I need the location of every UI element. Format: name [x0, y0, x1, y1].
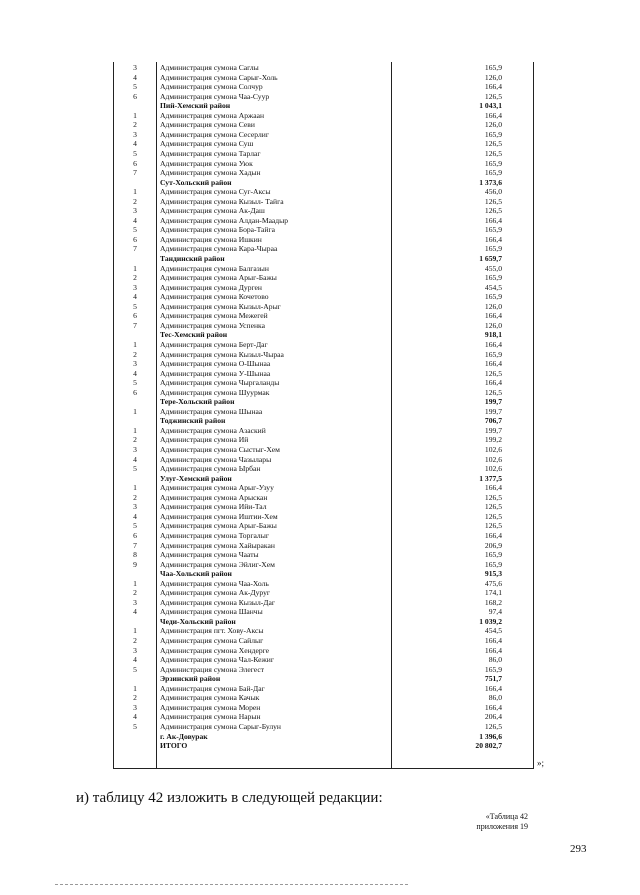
row-name: Администрация сумона Ишкин: [160, 234, 262, 244]
table-row: [114, 130, 533, 139]
row-value: 126,5: [484, 368, 502, 378]
row-name: Администрация сумона Уюк: [160, 158, 253, 168]
row-value: 1 377,5: [479, 473, 502, 483]
row-number: 4: [133, 655, 137, 665]
table-group-row: [114, 254, 533, 263]
row-name: Администрация сумона Чал-Кежиг: [160, 655, 274, 665]
row-value: 166,4: [484, 234, 502, 244]
table-row: [114, 264, 533, 273]
table-group-row: [114, 397, 533, 406]
row-name: Сут-Хольский район: [160, 177, 232, 187]
table-row: [114, 244, 533, 253]
row-name: Администрация сумона Чаа-Суур: [160, 91, 270, 101]
row-number: 5: [133, 521, 137, 531]
table-row: [114, 407, 533, 416]
row-number: 3: [133, 445, 137, 454]
table-group-row: [114, 101, 533, 110]
row-number: 5: [133, 664, 137, 674]
row-number: 3: [133, 359, 137, 369]
table-row: [114, 426, 533, 435]
row-value: 86,0: [488, 693, 502, 703]
row-value: 126,5: [484, 196, 502, 206]
row-number: 3: [133, 502, 137, 512]
row-name: Администрация сумона Саглы: [160, 63, 259, 72]
row-name: Администрация сумона Азаский: [160, 425, 266, 435]
row-value: 166,4: [484, 483, 502, 493]
row-name: Администрация сумона Эйлиг-Хем: [160, 559, 275, 569]
row-name: Администрация сумона Качык: [160, 693, 260, 703]
row-value: 165,9: [484, 273, 502, 283]
row-value: 165,9: [484, 559, 502, 569]
table-row: [114, 225, 533, 234]
row-name: Администрация сумона Суг-Аксы: [160, 187, 271, 197]
table-row: [114, 187, 533, 196]
row-value: 126,0: [484, 320, 502, 330]
table-row: [114, 531, 533, 540]
row-name: Администрация сумона Хайыракан: [160, 540, 275, 550]
row-number: 4: [133, 712, 137, 722]
table-group-row: [114, 569, 533, 578]
row-number: 1: [133, 187, 137, 197]
row-number: 1: [133, 339, 137, 349]
row-value: 174,1: [484, 588, 502, 598]
row-value: 165,9: [484, 349, 502, 359]
row-name: Администрация сумона Бай-Даг: [160, 683, 265, 693]
row-value: 126,5: [484, 521, 502, 531]
row-name: Тере-Хольский район: [160, 397, 235, 407]
table-row: [114, 120, 533, 129]
row-number: 5: [133, 464, 137, 474]
row-name: Администрация сумона Дурген: [160, 282, 262, 292]
table-row: [114, 369, 533, 378]
row-number: 7: [133, 540, 137, 550]
table-group-row: [114, 617, 533, 626]
row-number: 1: [133, 483, 137, 493]
row-number: 4: [133, 454, 137, 464]
row-value: 206,9: [484, 540, 502, 550]
row-number: 4: [133, 511, 137, 521]
row-number: 5: [133, 721, 137, 731]
row-number: 2: [133, 196, 137, 206]
table-row: [114, 560, 533, 569]
instruction-text: и) таблицу 42 изложить в следующей редакции:: [76, 790, 383, 806]
row-name: Администрация сумона Нарын: [160, 712, 261, 722]
row-number: 5: [133, 148, 137, 158]
row-number: 2: [133, 273, 137, 283]
row-value: 126,0: [484, 120, 502, 130]
table-group-row: [114, 474, 533, 483]
row-value: 475,6: [484, 578, 502, 588]
row-name: Тоджинский район: [160, 416, 226, 426]
row-name: Тес-Хемский район: [160, 330, 228, 340]
row-value: 86,0: [488, 655, 502, 665]
row-name: Администрация сумона Хадын: [160, 168, 261, 178]
table-row: [114, 388, 533, 397]
footer-line: [55, 884, 408, 885]
row-value: 168,2: [484, 597, 502, 607]
row-name: Администрация сумона Сарыг-Булун: [160, 721, 281, 731]
row-number: 7: [133, 320, 137, 330]
row-name: Эрзинский район: [160, 674, 221, 684]
table-row: [114, 655, 533, 664]
row-value: 1 373,6: [479, 177, 502, 187]
row-value: 199,7: [484, 425, 502, 435]
row-number: 2: [133, 435, 137, 445]
row-name: Администрация сумона Кызыл-Арыг: [160, 301, 281, 311]
row-number: 3: [133, 206, 137, 216]
row-name: Администрация сумона Элегест: [160, 664, 265, 674]
row-number: 1: [133, 263, 137, 273]
row-value: 166,4: [484, 339, 502, 349]
row-number: 2: [133, 636, 137, 645]
row-number: 5: [133, 82, 137, 92]
table-caption-title: «Таблица 42: [485, 812, 528, 821]
table-row: [114, 464, 533, 473]
row-value: 1 039,2: [479, 616, 502, 626]
row-value: 166,4: [484, 110, 502, 120]
row-name: Администрация сумона Алдан-Маадыр: [160, 215, 289, 225]
row-number: 4: [133, 139, 137, 149]
row-value: 126,5: [484, 721, 502, 731]
row-name: Администрация сумона Ак-Дуруг: [160, 588, 271, 598]
row-name: Администрация сумона Берт-Даг: [160, 339, 268, 349]
table-row: [114, 378, 533, 387]
row-number: 9: [133, 559, 137, 569]
row-value: 166,4: [484, 82, 502, 92]
row-name: Администрация сумона Шынаа: [160, 406, 263, 416]
table-row: [114, 283, 533, 292]
row-number: 1: [133, 406, 137, 416]
row-name: Администрация сумона Чыргаланды: [160, 378, 280, 388]
allocation-table: [113, 62, 534, 769]
row-name: Администрация сумона О-Шынаа: [160, 359, 271, 369]
table-row: [114, 168, 533, 177]
row-name: Администрация сумона Успенка: [160, 320, 265, 330]
row-value: 165,9: [484, 244, 502, 254]
page-number: 293: [570, 843, 587, 855]
row-value: 102,6: [484, 454, 502, 464]
table-row: [114, 588, 533, 597]
row-name: Администрация сумона Тарлаг: [160, 148, 261, 158]
table-row: [114, 521, 533, 530]
table-row: [114, 684, 533, 693]
row-value: 126,5: [484, 148, 502, 158]
row-number: 1: [133, 425, 137, 435]
row-value: 166,4: [484, 645, 502, 655]
row-number: 1: [133, 578, 137, 588]
row-number: 8: [133, 550, 137, 560]
row-value: 102,6: [484, 445, 502, 454]
table-group-row: [114, 741, 533, 750]
row-number: 3: [133, 597, 137, 607]
row-name: Администрация сумона Севи: [160, 120, 255, 130]
table-row: [114, 149, 533, 158]
row-number: 3: [133, 702, 137, 712]
table-caption-appendix: приложения 19: [476, 822, 528, 831]
row-name: Администрация сумона Солчур: [160, 82, 263, 92]
row-number: 4: [133, 607, 137, 617]
row-value: 1 043,1: [479, 101, 502, 111]
table-row: [114, 311, 533, 320]
row-name: г. Ак-Довурак: [160, 731, 208, 741]
row-name: Администрация сумона Морен: [160, 702, 261, 712]
table-row: [114, 273, 533, 282]
row-value: 706,7: [484, 416, 502, 426]
table-row: [114, 111, 533, 120]
row-value: 918,1: [484, 330, 502, 340]
table-group-row: [114, 178, 533, 187]
row-value: 126,5: [484, 139, 502, 149]
row-name: Тандинский район: [160, 254, 225, 263]
row-number: 6: [133, 91, 137, 101]
row-value: 20 802,7: [475, 741, 502, 751]
table-row: [114, 197, 533, 206]
table-row: [114, 350, 533, 359]
row-name: Администрация сумона Ий: [160, 435, 249, 445]
row-name: Администрация сумона Чааты: [160, 550, 259, 560]
row-value: 126,5: [484, 206, 502, 216]
row-name: Администрация сумона Чаа-Холь: [160, 578, 269, 588]
row-number: 5: [133, 378, 137, 388]
row-value: 166,4: [484, 359, 502, 369]
row-number: 2: [133, 693, 137, 703]
row-value: 165,9: [484, 550, 502, 560]
row-name: Администрация сумона Кара-Чыраа: [160, 244, 278, 254]
row-value: 165,9: [484, 63, 502, 72]
table-row: [114, 607, 533, 616]
table-row: [114, 445, 533, 454]
row-value: 165,9: [484, 168, 502, 178]
table-group-row: [114, 330, 533, 339]
row-value: 455,0: [484, 263, 502, 273]
table-group-row: [114, 674, 533, 683]
row-value: 166,4: [484, 530, 502, 540]
row-value: 102,6: [484, 464, 502, 474]
row-name: Администрация сумона Арыг-Узуу: [160, 483, 274, 493]
row-name: Администрация сумона Сарыг-Холь: [160, 72, 278, 82]
row-number: 4: [133, 292, 137, 302]
table-row: [114, 340, 533, 349]
table-row: [114, 359, 533, 368]
row-value: 126,5: [484, 502, 502, 512]
table-row: [114, 73, 533, 82]
table-row: [114, 579, 533, 588]
row-value: 1 659,7: [479, 254, 502, 263]
row-name: Администрация сумона Кызыл-Чыраа: [160, 349, 284, 359]
row-name: Администрация сумона Бора-Тайга: [160, 225, 275, 235]
table-row: [114, 598, 533, 607]
table-row: [114, 722, 533, 731]
row-value: 126,5: [484, 511, 502, 521]
row-name: Администрация пгт. Хову-Аксы: [160, 626, 264, 636]
row-value: 199,7: [484, 397, 502, 407]
row-number: 2: [133, 349, 137, 359]
row-value: 165,9: [484, 664, 502, 674]
table-row: [114, 206, 533, 215]
table-row: [114, 235, 533, 244]
row-name: Администрация сумона Иштии-Хем: [160, 511, 278, 521]
row-value: 454,5: [484, 626, 502, 636]
row-number: 5: [133, 225, 137, 235]
row-number: 2: [133, 492, 137, 502]
table-row: [114, 82, 533, 91]
row-name: Чаа-Хольский район: [160, 569, 232, 579]
table-row: [114, 626, 533, 635]
table-row: [114, 502, 533, 511]
table-group-row: [114, 732, 533, 741]
row-name: Администрация сумона Ак-Даш: [160, 206, 265, 216]
row-number: 4: [133, 368, 137, 378]
row-number: 3: [133, 645, 137, 655]
row-number: 1: [133, 110, 137, 120]
row-value: 165,9: [484, 225, 502, 235]
row-value: 165,9: [484, 292, 502, 302]
row-number: 3: [133, 129, 137, 139]
row-value: 199,2: [484, 435, 502, 445]
row-number: 5: [133, 301, 137, 311]
table-row: [114, 139, 533, 148]
row-value: 126,5: [484, 91, 502, 101]
table-row: [114, 483, 533, 492]
row-name: Администрация сумона Межегей: [160, 311, 268, 321]
table-row: [114, 92, 533, 101]
row-value: 206,4: [484, 712, 502, 722]
table-row: [114, 159, 533, 168]
row-number: 2: [133, 120, 137, 130]
row-number: 3: [133, 282, 137, 292]
row-value: 166,4: [484, 702, 502, 712]
row-name: Улуг-Хемский район: [160, 473, 232, 483]
row-value: 165,9: [484, 158, 502, 168]
row-value: 166,4: [484, 683, 502, 693]
row-name: Администрация сумона Кызыл-Даг: [160, 597, 275, 607]
row-value: 126,5: [484, 492, 502, 502]
row-name: Администрация сумона Арыг-Бажы: [160, 521, 277, 531]
row-name: Администрация сумона У-Шынаа: [160, 368, 271, 378]
table-row: [114, 646, 533, 655]
row-number: 1: [133, 626, 137, 636]
row-name: Администрация сумона Аржаан: [160, 110, 265, 120]
row-number: 2: [133, 588, 137, 598]
table-row: [114, 292, 533, 301]
table-row: [114, 435, 533, 444]
row-number: 6: [133, 530, 137, 540]
row-number: 7: [133, 244, 137, 254]
table-row: [114, 321, 533, 330]
row-value: 166,4: [484, 311, 502, 321]
row-name: Администрация сумона Балгазын: [160, 263, 269, 273]
row-value: 97,4: [488, 607, 502, 617]
table-row: [114, 703, 533, 712]
row-value: 915,3: [484, 569, 502, 579]
row-value: 454,5: [484, 282, 502, 292]
row-number: 6: [133, 158, 137, 168]
table-row: [114, 216, 533, 225]
table-row: [114, 493, 533, 502]
row-number: 7: [133, 168, 137, 178]
table-row: [114, 712, 533, 721]
table-row: [114, 455, 533, 464]
row-name: Администрация сумона Сыстыг-Хем: [160, 445, 280, 454]
row-number: 4: [133, 215, 137, 225]
row-name: Администрация сумона Шанчы: [160, 607, 263, 617]
row-value: 126,0: [484, 301, 502, 311]
row-value: 199,7: [484, 406, 502, 416]
row-value: 751,7: [484, 674, 502, 684]
row-name: Администрация сумона Ырбан: [160, 464, 261, 474]
row-name: Администрация сумона Сайлыг: [160, 636, 264, 645]
row-name: Администрация сумона Чазылары: [160, 454, 272, 464]
row-name: Администрация сумона Арыскан: [160, 492, 268, 502]
row-name: Администрация сумона Шуурмак: [160, 387, 270, 397]
row-value: 126,0: [484, 72, 502, 82]
row-value: 166,4: [484, 215, 502, 225]
row-number: 6: [133, 234, 137, 244]
table-row: [114, 693, 533, 702]
table-row: [114, 550, 533, 559]
row-name: Чеди-Хольский район: [160, 616, 236, 626]
row-name: ИТОГО: [160, 741, 188, 751]
row-number: 6: [133, 387, 137, 397]
row-value: 1 396,6: [479, 731, 502, 741]
row-value: 126,5: [484, 387, 502, 397]
table-row: [114, 541, 533, 550]
row-number: 3: [133, 63, 137, 72]
row-name: Администрация сумона Сесерлиг: [160, 129, 269, 139]
row-value: 166,4: [484, 378, 502, 388]
row-name: Администрация сумона Торгалыг: [160, 530, 269, 540]
table-row: [114, 302, 533, 311]
quote-close: »;: [537, 758, 545, 768]
row-value: 456,0: [484, 187, 502, 197]
row-name: Администрация сумона Арыг-Бажы: [160, 273, 277, 283]
row-number: 1: [133, 683, 137, 693]
row-name: Администрация сумона Кызыл- Тайга: [160, 196, 284, 206]
table-group-row: [114, 416, 533, 425]
row-name: Администрация сумона Суш: [160, 139, 254, 149]
row-name: Администрация сумона Кочетово: [160, 292, 269, 302]
row-name: Пий-Хемский район: [160, 101, 231, 111]
row-value: 166,4: [484, 636, 502, 645]
table-row: [114, 665, 533, 674]
row-number: 4: [133, 72, 137, 82]
table-row: [114, 636, 533, 645]
table-row: [114, 512, 533, 521]
row-number: 6: [133, 311, 137, 321]
row-name: Администрация сумона Ийи-Тал: [160, 502, 267, 512]
row-name: Администрация сумона Хендерге: [160, 645, 270, 655]
row-value: 165,9: [484, 129, 502, 139]
table-row: [114, 63, 533, 72]
